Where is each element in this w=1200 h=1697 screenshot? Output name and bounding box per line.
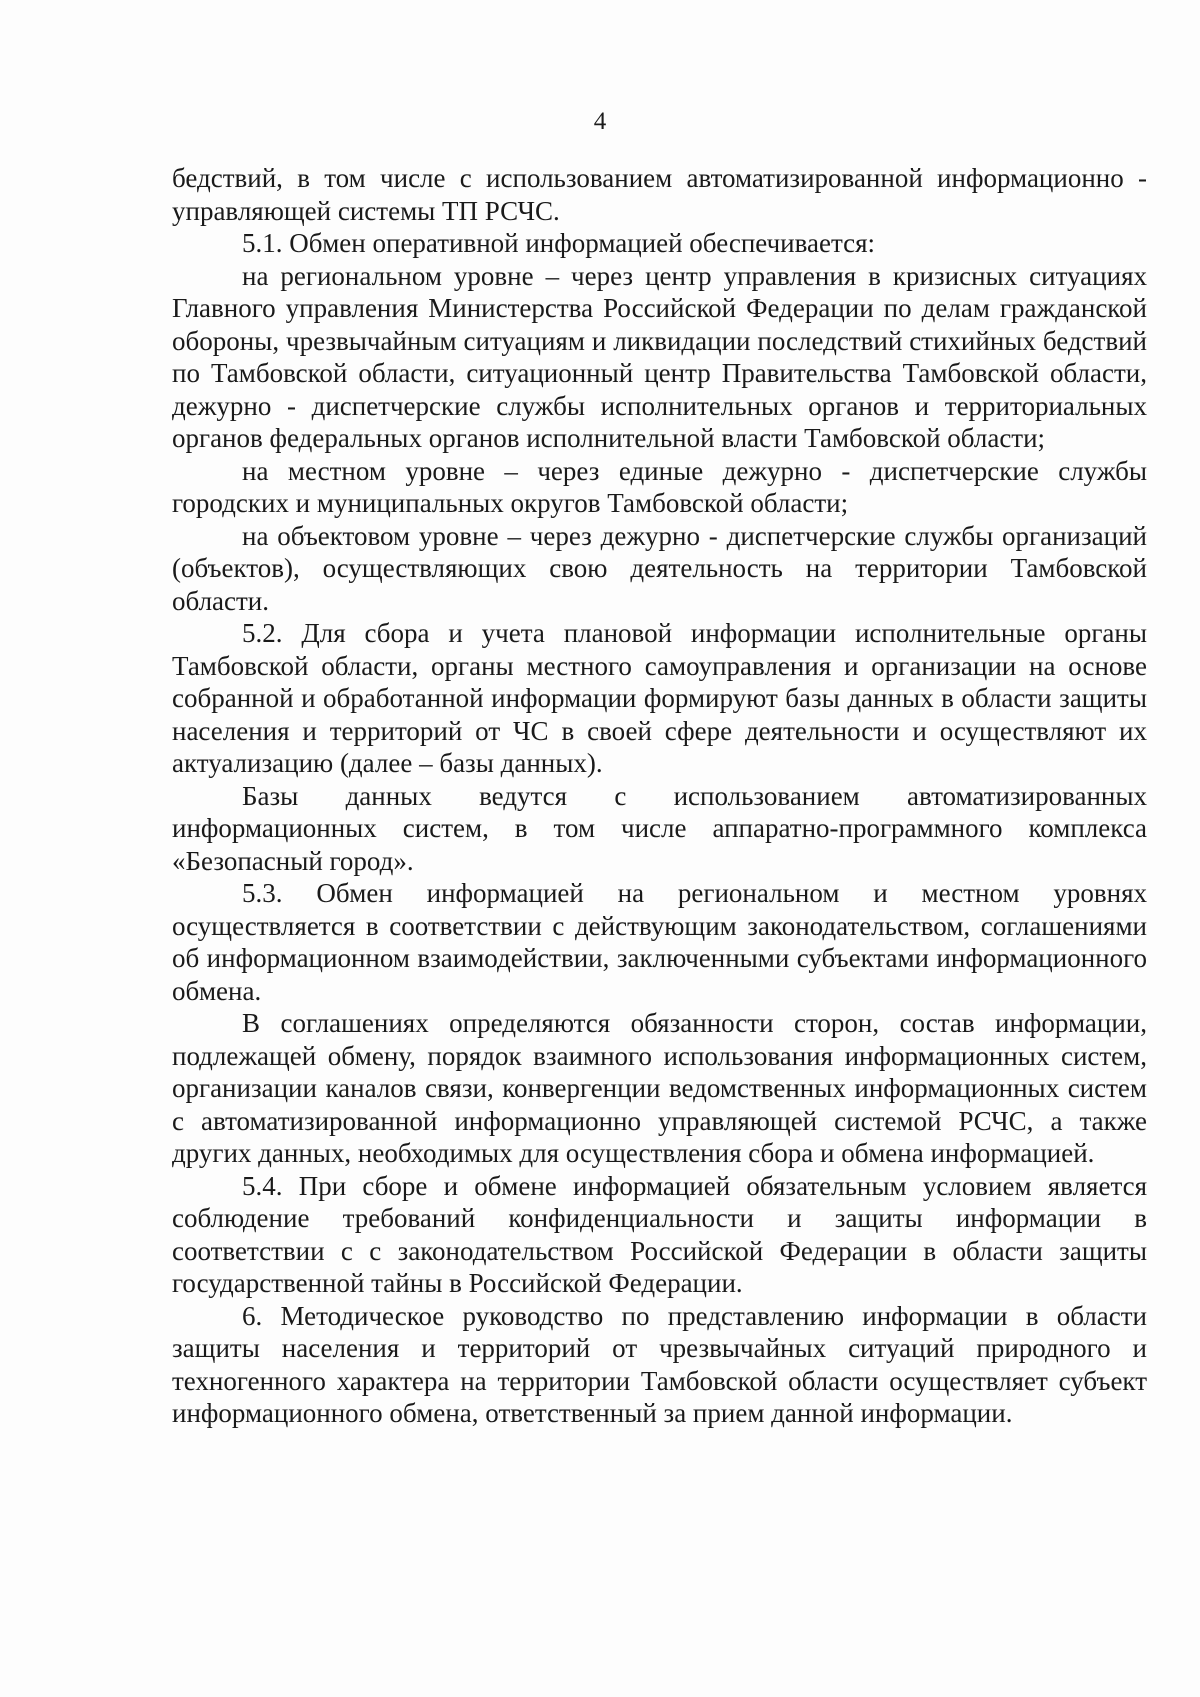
paragraph-5-1-heading: 5.1. Обмен оперативной информацией обеспечивается:: [242, 228, 876, 258]
paragraph-local-level: на местном уровне – через единые дежурно - диспетчерские службы городских и муниципальных округов Тамбовской области;: [172, 455, 1147, 518]
page-number: 4: [593, 108, 607, 135]
paragraph-agreements: В соглашениях определяются обязанности сторон, состав информации, подлежащей обмену, порядок взаимного использования информационных систем, организации каналов связи, конвергенции ведомственных информационных систем с автоматизированной информационно управляющей системой РСЧС, а также других данных, необходимых для осуществления сбора и обмена информацией.: [172, 1008, 1147, 1168]
paragraph-continuation: бедствий, в том числе с использованием автоматизированной информационно - управляющей системы ТП РСЧС.: [172, 163, 1147, 226]
paragraph-5-3: 5.3. Обмен информацией на региональном и местном уровнях осуществляется в соответствии с действующим законодательством, соглашениями об информационном взаимодействии, заключенными субъектами информационного обмена.: [172, 878, 1147, 1006]
document-body: [172, 162, 1147, 1430]
paragraph-databases: Базы данных ведутся с использованием автоматизированных информационных систем, в том числе аппаратно-программного комплекса «Безопасный город».: [172, 780, 1147, 876]
paragraph-5-2: 5.2. Для сбора и учета плановой информации исполнительные органы Тамбовской области, органы местного самоуправления и организации на основе собранной и обработанной информации формируют базы данных в области защиты населения и территорий от ЧС в своей сфере деятельности и осуществляют их актуализацию (далее – базы данных).: [172, 618, 1147, 778]
paragraph-6: 6. Методическое руководство по представлению информации в области защиты населения и территорий от чрезвычайных ситуаций природного и техногенного характера на территории Тамбовской области осуществляет субъект информационного обмена, ответственный за прием данной информации.: [172, 1300, 1147, 1428]
paragraph-object-level: на объектовом уровне – через дежурно - диспетчерские службы организаций (объектов), осуществляющих свою деятельность на территории Тамбовской области.: [172, 520, 1147, 616]
paragraph-regional-level: на региональном уровне – через центр управления в кризисных ситуациях Главного управления Министерства Российской Федерации по делам гражданской обороны, чрезвычайным ситуациям и ликвидации последствий стихийных бедствий по Тамбовской области, ситуационный центр Правительства Тамбовской области, дежурно - диспетчерские службы исполнительных органов и территориальных органов федеральных органов исполнительной власти Тамбовской области;: [172, 260, 1147, 453]
paragraph-5-4: 5.4. При сборе и обмене информацией обязательным условием является соблюдение требований конфиденциальности и защиты информации в соответствии с с законодательством Российской Федерации в области защиты государственной тайны в Российской Федерации.: [172, 1170, 1147, 1298]
